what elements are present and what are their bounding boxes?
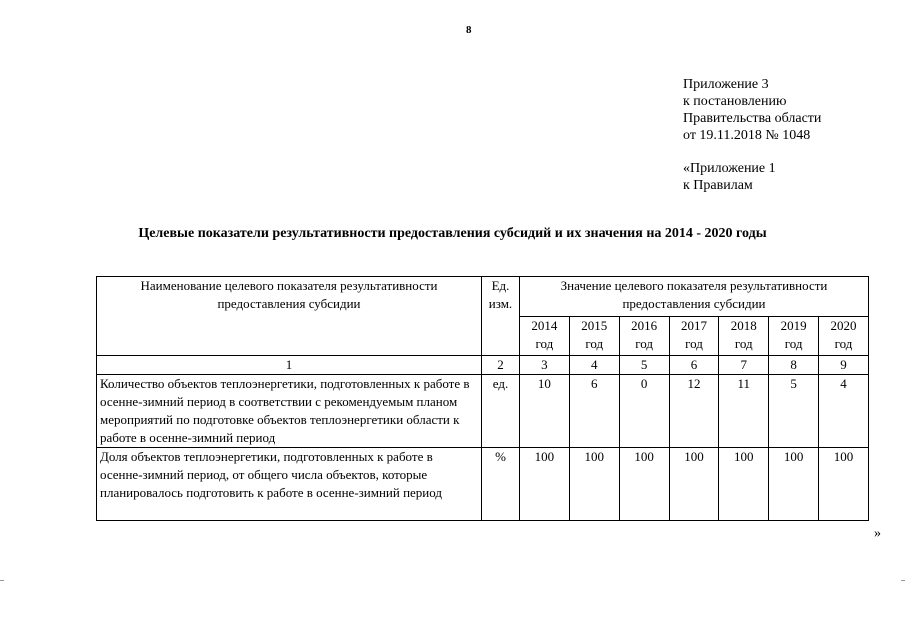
indicator-unit: %: [482, 448, 520, 521]
appendix-line-2: к постановлению: [683, 94, 787, 109]
indicator-value: 4: [819, 375, 869, 448]
indicators-table: [96, 276, 869, 521]
indicator-value: 100: [569, 448, 619, 521]
header-unit: Ед. изм.: [482, 277, 520, 356]
indicator-value: 100: [769, 448, 819, 521]
page-edge-mark: [901, 580, 905, 581]
inner-appendix-reference: [683, 160, 776, 194]
indicator-value: 5: [769, 375, 819, 448]
indicator-value: 100: [669, 448, 719, 521]
page-edge-mark: [0, 580, 4, 581]
indicator-value: 100: [819, 448, 869, 521]
indicator-value: 100: [520, 448, 570, 521]
column-number: 6: [669, 356, 719, 375]
column-number: 8: [769, 356, 819, 375]
header-values: Значение целевого показателя результативности предоставления субсидии: [520, 277, 869, 317]
appendix-line-1: Приложение 3: [683, 77, 769, 92]
year-header: 2016 год: [619, 316, 669, 356]
closing-quote: »: [874, 526, 881, 541]
indicator-unit: ед.: [482, 375, 520, 448]
indicator-value: 100: [619, 448, 669, 521]
table-header-row: [97, 277, 869, 317]
header-indicator-name: Наименование целевого показателя результативности предоставления субсидии: [97, 277, 482, 356]
indicator-name: Доля объектов теплоэнергетики, подготовленных к работе в осенне-зимний период, от общего числа объектов, которые планировалось подготовить к работе в осенне-зимний период: [97, 448, 482, 521]
year-header: 2014 год: [520, 316, 570, 356]
table-row: [97, 375, 869, 448]
inner-appendix-line-1: «Приложение 1: [683, 161, 776, 176]
table-row: [97, 448, 869, 521]
indicator-value: 11: [719, 375, 769, 448]
appendix-line-4: от 19.11.2018 № 1048: [683, 128, 811, 143]
column-number: 5: [619, 356, 669, 375]
column-number: 2: [482, 356, 520, 375]
document-title: Целевые показатели результативности предоставления субсидий и их значения на 2014 - 2020 годы: [138, 226, 767, 241]
year-header: 2019 год: [769, 316, 819, 356]
column-number: 4: [569, 356, 619, 375]
indicator-value: 0: [619, 375, 669, 448]
year-header: 2017 год: [669, 316, 719, 356]
year-header: 2020 год: [819, 316, 869, 356]
year-header: 2015 год: [569, 316, 619, 356]
indicator-name: Количество объектов теплоэнергетики, подготовленных к работе в осенне-зимний период в соответствии с рекомендуемым планом мероприятий по подготовке объектов теплоэнергетики области к работе в осенне-зимний период: [97, 375, 482, 448]
indicator-value: 100: [719, 448, 769, 521]
appendix-reference: [683, 76, 821, 144]
indicator-value: 6: [569, 375, 619, 448]
column-number-row: [97, 356, 869, 375]
column-number: 3: [520, 356, 570, 375]
year-header: 2018 год: [719, 316, 769, 356]
appendix-line-3: Правительства области: [683, 111, 822, 126]
page-number: 8: [466, 24, 472, 36]
indicator-value: 10: [520, 375, 570, 448]
column-number: 9: [819, 356, 869, 375]
column-number: 1: [97, 356, 482, 375]
inner-appendix-line-2: к Правилам: [683, 178, 753, 193]
column-number: 7: [719, 356, 769, 375]
indicator-value: 12: [669, 375, 719, 448]
